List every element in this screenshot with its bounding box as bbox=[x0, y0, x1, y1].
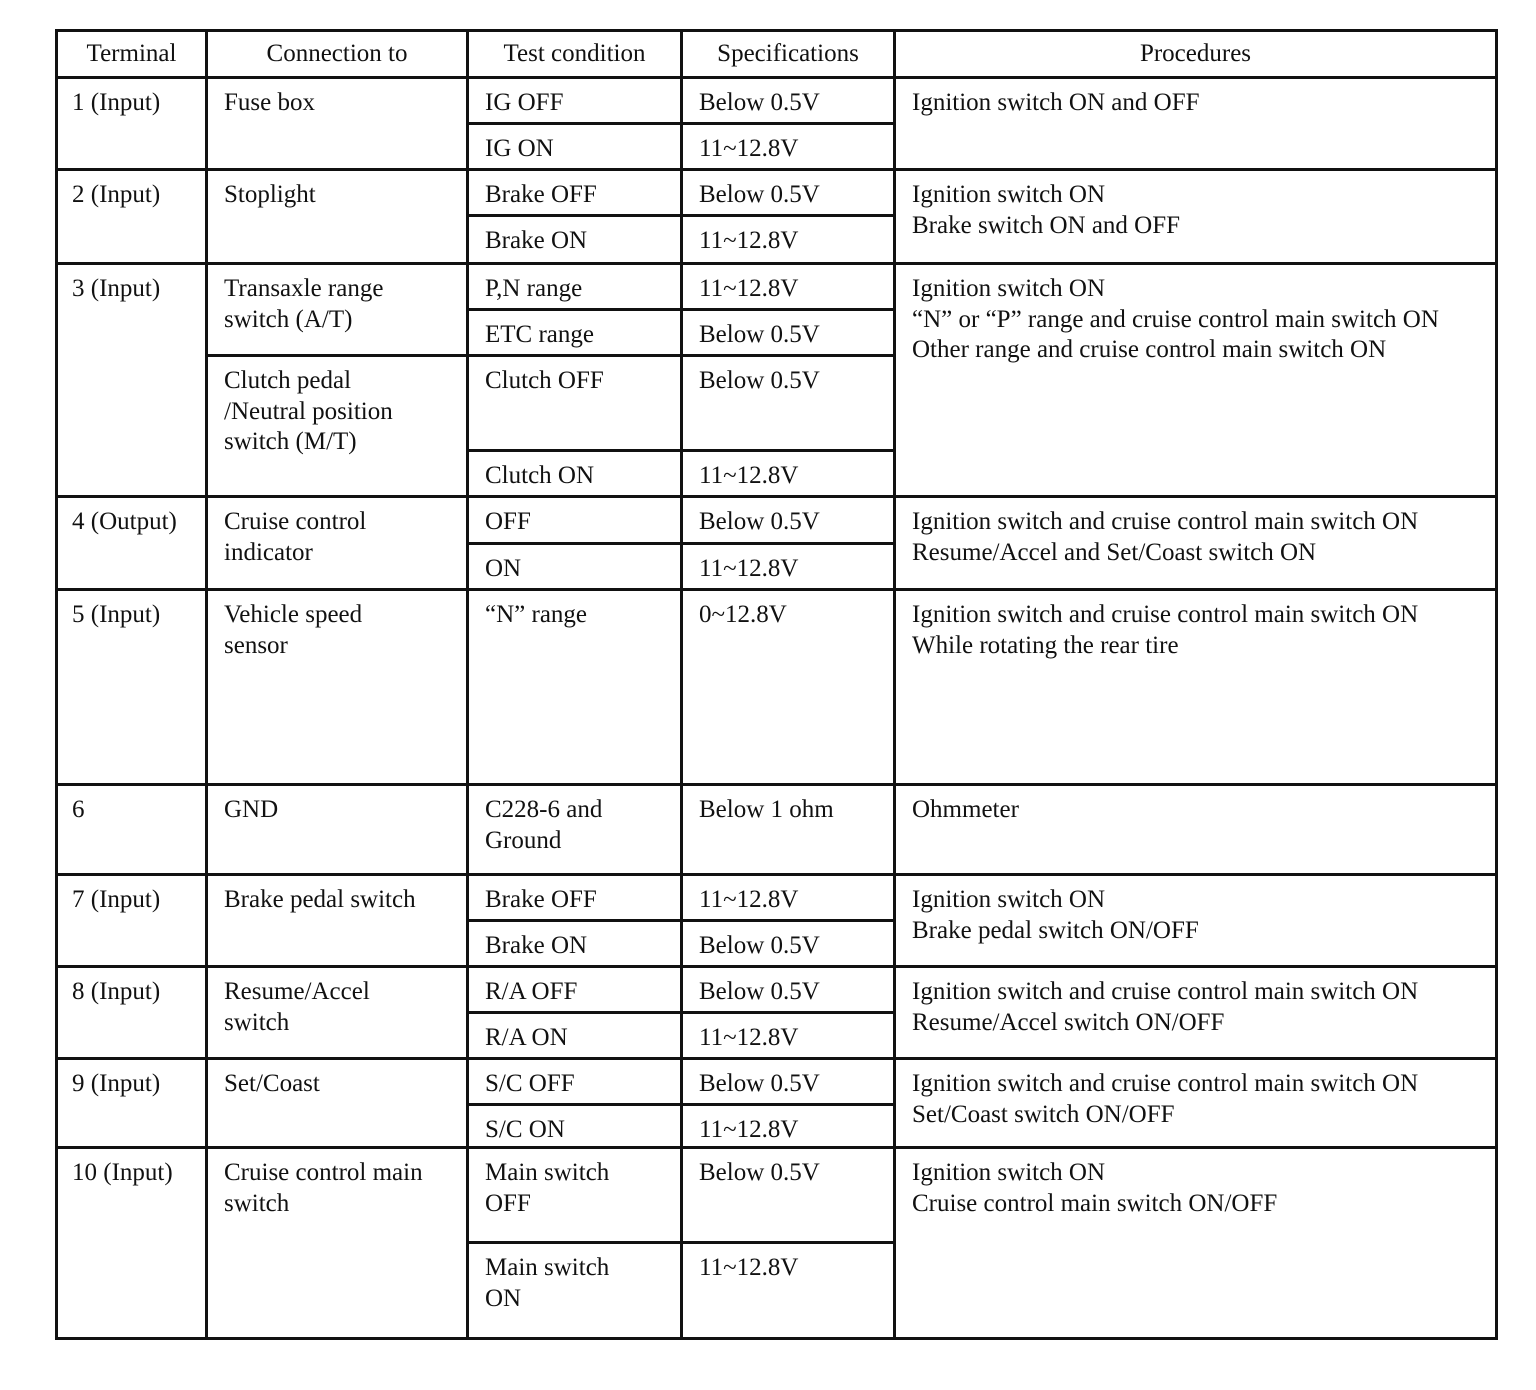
spec-cell: 11~12.8V bbox=[682, 875, 895, 921]
terminal-cell: 8 (Input) bbox=[57, 967, 207, 1059]
header-connection: Connection to bbox=[207, 31, 468, 78]
connection-cell: Clutch pedal /Neutral position switch (M/T) bbox=[207, 356, 468, 497]
connection-cell: Cruise control indicator bbox=[207, 497, 468, 590]
test-condition-cell: Brake OFF bbox=[468, 875, 682, 921]
spec-cell: 11~12.8V bbox=[682, 451, 895, 497]
spec-cell: Below 0.5V bbox=[682, 78, 895, 124]
spec-cell: Below 0.5V bbox=[682, 170, 895, 216]
connection-cell: Resume/Accel switch bbox=[207, 967, 468, 1059]
spec-cell: 11~12.8V bbox=[682, 1013, 895, 1059]
terminal-cell: 3 (Input) bbox=[57, 264, 207, 497]
spec-cell: 11~12.8V bbox=[682, 216, 895, 264]
terminal-spec-table bbox=[55, 29, 1498, 1340]
table-row bbox=[57, 1059, 1497, 1105]
terminal-cell: 6 bbox=[57, 785, 207, 875]
spec-cell: 0~12.8V bbox=[682, 590, 895, 785]
test-condition-cell: Brake OFF bbox=[468, 170, 682, 216]
test-condition-cell: S/C ON bbox=[468, 1105, 682, 1148]
connection-cell: Vehicle speed sensor bbox=[207, 590, 468, 785]
spec-cell: 11~12.8V bbox=[682, 1243, 895, 1339]
table-row bbox=[57, 170, 1497, 216]
terminal-cell: 7 (Input) bbox=[57, 875, 207, 967]
header-procedures: Procedures bbox=[895, 31, 1497, 78]
spec-cell: Below 0.5V bbox=[682, 497, 895, 544]
header-specifications: Specifications bbox=[682, 31, 895, 78]
header-terminal: Terminal bbox=[57, 31, 207, 78]
spec-cell: Below 0.5V bbox=[682, 1148, 895, 1243]
connection-cell: Stoplight bbox=[207, 170, 468, 264]
table-row bbox=[57, 497, 1497, 544]
test-condition-cell: S/C OFF bbox=[468, 1059, 682, 1105]
test-condition-cell: OFF bbox=[468, 497, 682, 544]
terminal-cell: 9 (Input) bbox=[57, 1059, 207, 1148]
test-condition-cell: IG ON bbox=[468, 124, 682, 170]
test-condition-cell: “N” range bbox=[468, 590, 682, 785]
table-row bbox=[57, 264, 1497, 310]
procedures-cell: Ignition switch and cruise control main switch ON Set/Coast switch ON/OFF bbox=[895, 1059, 1497, 1148]
test-condition-cell: Clutch OFF bbox=[468, 356, 682, 451]
header-test-condition: Test condition bbox=[468, 31, 682, 78]
test-condition-cell: Main switch ON bbox=[468, 1243, 682, 1339]
spec-cell: Below 1 ohm bbox=[682, 785, 895, 875]
spec-cell: 11~12.8V bbox=[682, 544, 895, 590]
spec-cell: Below 0.5V bbox=[682, 356, 895, 451]
connection-cell: Set/Coast bbox=[207, 1059, 468, 1148]
procedures-cell: Ignition switch ON Cruise control main switch ON/OFF bbox=[895, 1148, 1497, 1339]
procedures-cell: Ignition switch and cruise control main switch ON Resume/Accel and Set/Coast switch ON bbox=[895, 497, 1497, 590]
test-condition-cell: ON bbox=[468, 544, 682, 590]
procedures-cell: Ohmmeter bbox=[895, 785, 1497, 875]
table-row bbox=[57, 785, 1497, 875]
test-condition-cell: C228-6 and Ground bbox=[468, 785, 682, 875]
header-row bbox=[57, 31, 1497, 78]
connection-cell: GND bbox=[207, 785, 468, 875]
spec-cell: 11~12.8V bbox=[682, 264, 895, 310]
procedures-cell: Ignition switch ON and OFF bbox=[895, 78, 1497, 170]
connection-cell: Fuse box bbox=[207, 78, 468, 170]
test-condition-cell: R/A OFF bbox=[468, 967, 682, 1013]
test-condition-cell: Main switch OFF bbox=[468, 1148, 682, 1243]
terminal-cell: 10 (Input) bbox=[57, 1148, 207, 1339]
connection-cell: Transaxle range switch (A/T) bbox=[207, 264, 468, 356]
spec-cell: 11~12.8V bbox=[682, 1105, 895, 1148]
test-condition-cell: Brake ON bbox=[468, 216, 682, 264]
test-condition-cell: P,N range bbox=[468, 264, 682, 310]
table-row bbox=[57, 590, 1497, 785]
table-row bbox=[57, 875, 1497, 921]
spec-cell: Below 0.5V bbox=[682, 921, 895, 967]
test-condition-cell: ETC range bbox=[468, 310, 682, 356]
procedures-cell: Ignition switch ON “N” or “P” range and cruise control main switch ON Other range and cruise control main switch ON bbox=[895, 264, 1497, 497]
test-condition-cell: IG OFF bbox=[468, 78, 682, 124]
connection-cell: Cruise control main switch bbox=[207, 1148, 468, 1339]
table-row bbox=[57, 78, 1497, 124]
connection-cell: Brake pedal switch bbox=[207, 875, 468, 967]
procedures-cell: Ignition switch and cruise control main switch ON Resume/Accel switch ON/OFF bbox=[895, 967, 1497, 1059]
table-row bbox=[57, 1148, 1497, 1243]
terminal-cell: 4 (Output) bbox=[57, 497, 207, 590]
spec-cell: Below 0.5V bbox=[682, 1059, 895, 1105]
table-row bbox=[57, 967, 1497, 1013]
test-condition-cell: Clutch ON bbox=[468, 451, 682, 497]
spec-cell: Below 0.5V bbox=[682, 310, 895, 356]
procedures-cell: Ignition switch and cruise control main switch ON While rotating the rear tire bbox=[895, 590, 1497, 785]
terminal-cell: 2 (Input) bbox=[57, 170, 207, 264]
spec-cell: 11~12.8V bbox=[682, 124, 895, 170]
procedures-cell: Ignition switch ON Brake pedal switch ON/OFF bbox=[895, 875, 1497, 967]
test-condition-cell: R/A ON bbox=[468, 1013, 682, 1059]
test-condition-cell: Brake ON bbox=[468, 921, 682, 967]
spec-cell: Below 0.5V bbox=[682, 967, 895, 1013]
terminal-cell: 5 (Input) bbox=[57, 590, 207, 785]
procedures-cell: Ignition switch ON Brake switch ON and OFF bbox=[895, 170, 1497, 264]
terminal-cell: 1 (Input) bbox=[57, 78, 207, 170]
